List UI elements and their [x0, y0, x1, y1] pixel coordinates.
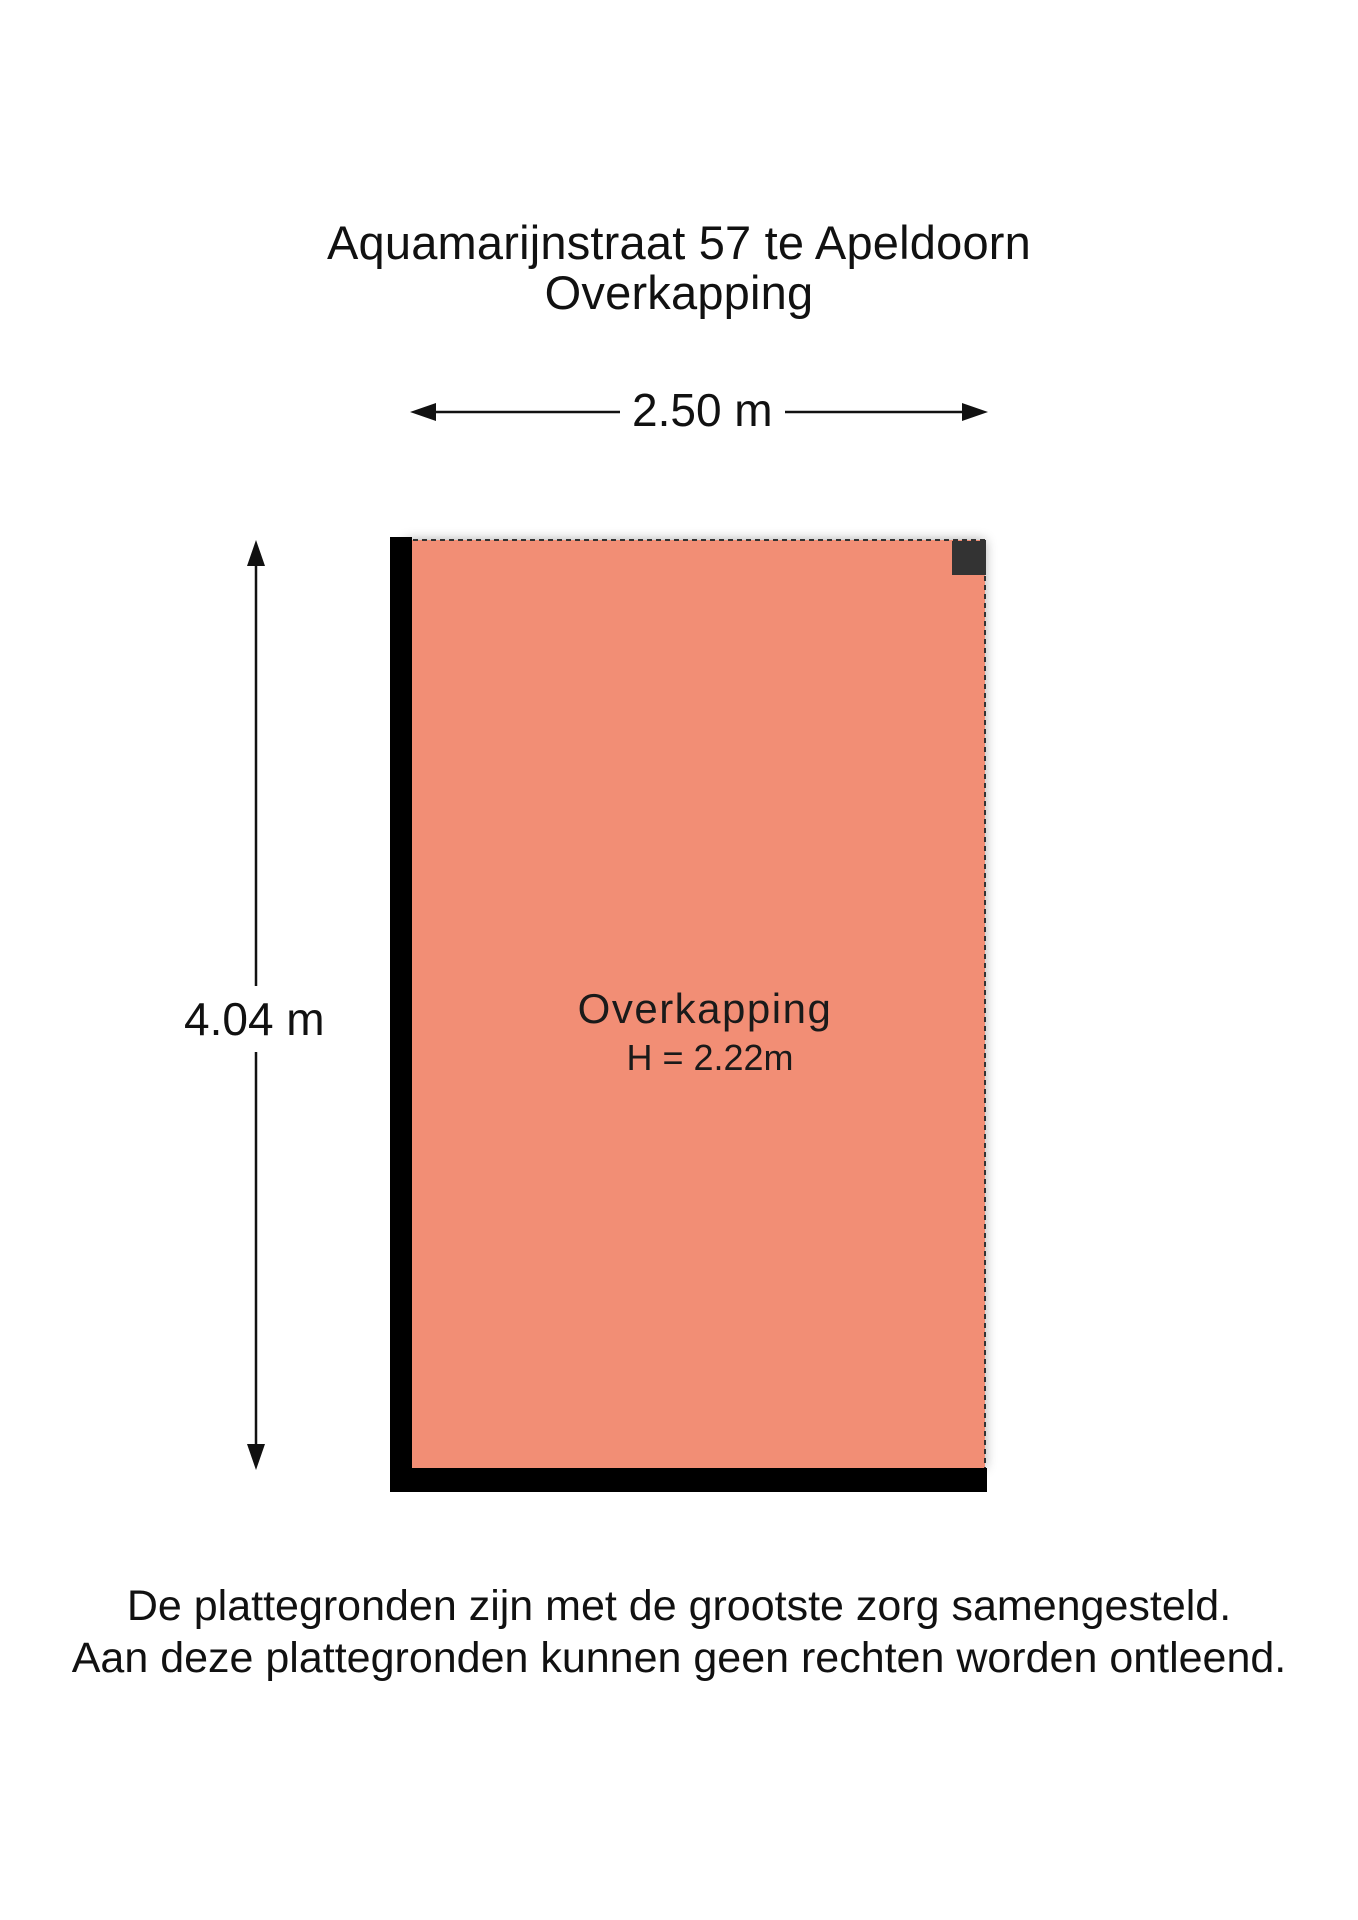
width-arrow-left: [410, 403, 436, 421]
disclaimer-line-2: Aan deze plattegronden kunnen geen rechten worden ontleend.: [71, 1634, 1287, 1682]
wall-left: [390, 537, 412, 1492]
room-height-label: H = 2.22m: [626, 1037, 794, 1078]
height-arrow-top: [247, 540, 265, 566]
disclaimer-line-1: De plattegronden zijn met de grootste zorg samengesteld.: [126, 1582, 1232, 1630]
disclaimer: [0, 1580, 1358, 1684]
floor-title: Overkapping: [544, 266, 814, 319]
room-name-label: Overkapping: [577, 985, 833, 1032]
address-title: Aquamarijnstraat 57 te Apeldoorn: [326, 216, 1031, 269]
height-arrow-bottom: [247, 1444, 265, 1470]
width-arrow-right: [962, 403, 988, 421]
wall-bottom: [390, 1468, 987, 1492]
column-post: [952, 541, 986, 575]
width-dimension-label: 2.50 m: [620, 385, 785, 435]
height-dimension-label: 4.04 m: [180, 986, 329, 1052]
